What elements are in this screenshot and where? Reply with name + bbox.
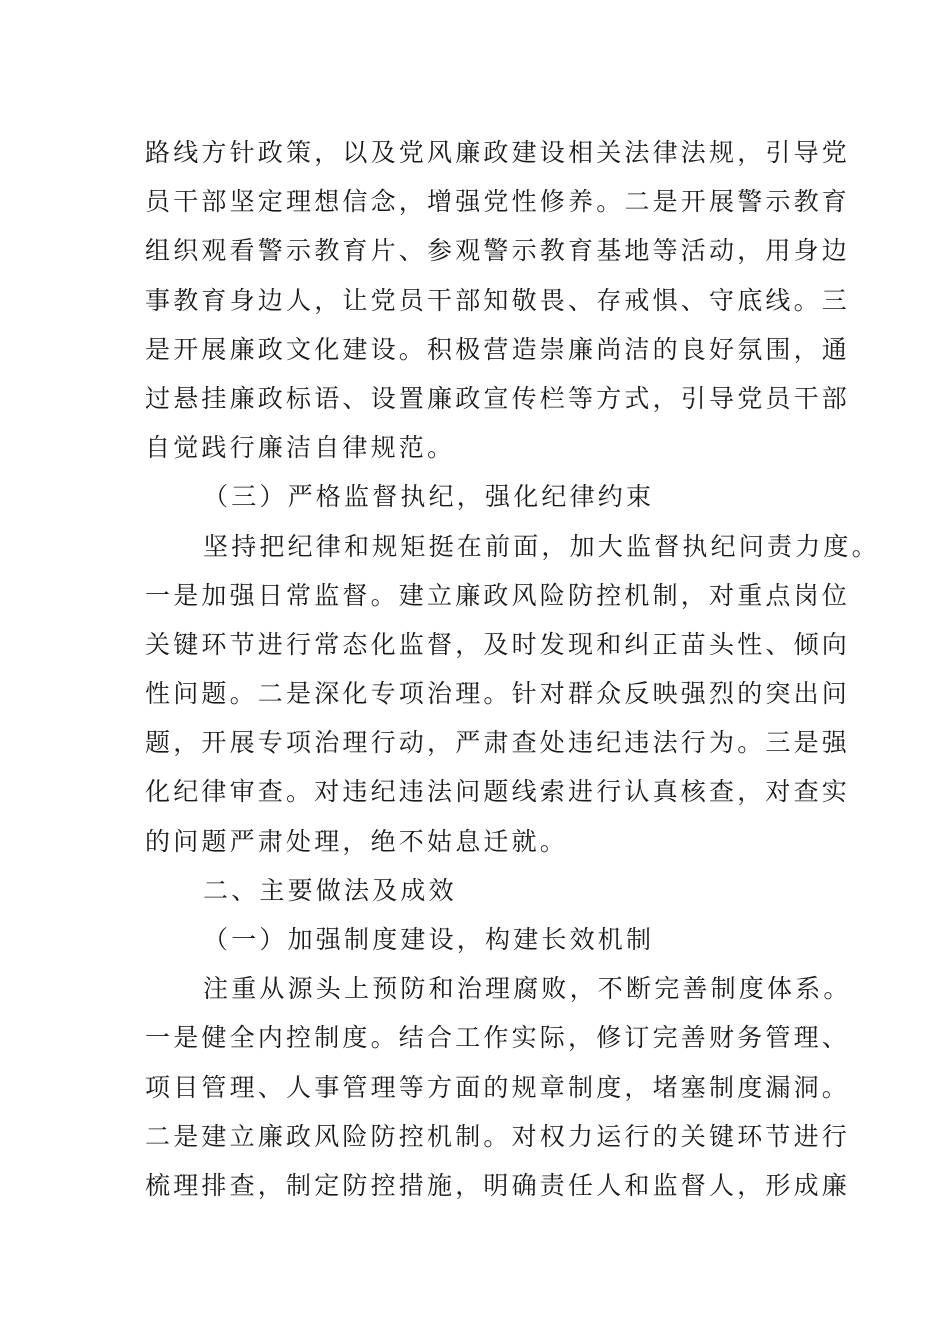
text-line: 过悬挂廉政标语、设置廉政宣传栏等方式，引导党员干部 [145,383,851,413]
text-line: 关键环节进行常态化监督，及时发现和纠正苗头性、倾向 [145,629,851,659]
text-line: 二是建立廉政风险防控机制。对权力运行的关键环节进行 [145,1121,851,1151]
text-line: 一是健全内控制度。结合工作实际，修订完善财务管理、 [145,1023,851,1053]
chapter-heading-2: 二、主要做法及成效 [203,875,457,905]
text-line: 员干部坚定理想信念，增强党性修养。二是开展警示教育 [145,187,851,217]
text-line: 题，开展专项治理行动，严肃查处违纪违法行为。三是强 [145,728,851,758]
text-line: 化纪律审查。对违纪违法问题线索进行认真核查，对查实 [145,777,851,807]
section-heading-3: （三）严格监督执纪，强化纪律约束 [203,482,655,512]
text-line: 路线方针政策，以及党风廉政建设相关法律法规，引导党 [145,138,851,167]
text-line: 事教育身边人，让党员干部知敬畏、存戒惧、守底线。三 [145,285,851,315]
text-line: 一是加强日常监督。建立廉政风险防控机制，对重点岗位 [145,580,851,610]
section-heading-1: （一）加强制度建设，构建长效机制 [203,925,655,954]
text-line: 性问题。二是深化专项治理。针对群众反映强烈的突出问 [145,679,851,709]
paragraph-start: 坚持把纪律和规矩挺在前面，加大监督执纪问责力度。 [203,531,880,561]
text-line: 自觉践行廉洁自律规范。 [145,433,456,463]
paragraph-start: 注重从源头上预防和治理腐败，不断完善制度体系。 [203,974,852,1004]
text-line: 组织观看警示教育片、参观警示教育基地等活动，用身边 [145,236,851,266]
text-line: 的问题严肃处理，绝不姑息迁就。 [145,826,569,856]
text-line: 项目管理、人事管理等方面的规章制度，堵塞制度漏洞。 [145,1072,851,1102]
text-line: 梳理排查，制定防控措施，明确责任人和监督人，形成廉 [145,1170,851,1200]
document-body [145,128,880,1210]
text-line: 是开展廉政文化建设。积极营造崇廉尚洁的良好氛围，通 [145,334,851,364]
